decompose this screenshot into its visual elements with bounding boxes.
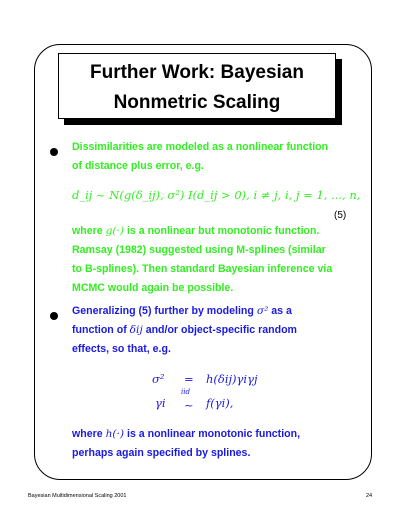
bullet2-line3: effects, so that, e.g. bbox=[72, 343, 171, 355]
bullet2-line2-prefix: function of bbox=[72, 324, 127, 336]
equation-5: d_ij ~ N(g(δ_ij), σ²) I(d_ij > 0), i ≠ j, i, j = 1, ..., n, bbox=[72, 188, 361, 202]
title-line-2: Nonmetric Scaling bbox=[113, 92, 281, 113]
bullet2-line2-suffix: and/or object-specific random bbox=[145, 324, 297, 336]
bullet2-line4 bbox=[72, 425, 300, 444]
bullet2-line4-text: is a nonlinear monotonic function, bbox=[127, 428, 301, 440]
eq2-relation: ~ bbox=[184, 398, 194, 412]
bullet2-line1-prefix: Generalizing (5) further by modeling bbox=[72, 305, 254, 317]
sigma-squared-math: σ² bbox=[256, 305, 269, 317]
bullet2-line1 bbox=[72, 302, 292, 321]
h-function-math: h(·) bbox=[105, 428, 125, 440]
bullet1-line3 bbox=[72, 222, 319, 241]
bullet-dot-1 bbox=[50, 148, 58, 156]
eq1-right: h(δij)γiγj bbox=[206, 372, 258, 386]
eq2-iid-label: iid bbox=[181, 388, 190, 396]
title-line-1: Further Work: Bayesian bbox=[90, 62, 304, 83]
equation-number: (5) bbox=[334, 210, 347, 221]
bullet2-line1-suffix: as a bbox=[271, 305, 292, 317]
bullet2-where: where bbox=[72, 428, 103, 440]
delta-ij-math: δij bbox=[129, 324, 143, 336]
eq2-right: f(γi), bbox=[206, 396, 234, 410]
bullet1-line1: Dissimilarities are modeled as a nonlinear function bbox=[72, 141, 329, 153]
eq1-left: σ² bbox=[152, 372, 165, 386]
footer-page-number: 24 bbox=[366, 493, 373, 499]
bullet1-line5: to B-splines). Then standard Bayesian inference via bbox=[72, 263, 333, 275]
g-function-math: g(·) bbox=[105, 225, 124, 237]
bullet1-line3-text: is a nonlinear but monotonic function. bbox=[126, 225, 320, 237]
bullet1-line2: of distance plus error, e.g. bbox=[72, 160, 204, 172]
bullet1-line6: MCMC would again be possible. bbox=[72, 282, 234, 294]
eq1-relation: = bbox=[184, 372, 194, 386]
bullet2-line2 bbox=[72, 321, 297, 340]
bullet-dot-2 bbox=[50, 312, 58, 320]
bullet1-where: where bbox=[72, 225, 103, 237]
bullet2-line5: perhaps again specified by splines. bbox=[72, 447, 251, 459]
eq2-left: γi bbox=[155, 396, 166, 410]
footer-title: Bayesian Multidimensional Scaling 2001 bbox=[28, 493, 127, 499]
slide-title bbox=[58, 53, 336, 119]
bullet1-line4: Ramsay (1982) suggested using M-splines (similar bbox=[72, 244, 326, 256]
